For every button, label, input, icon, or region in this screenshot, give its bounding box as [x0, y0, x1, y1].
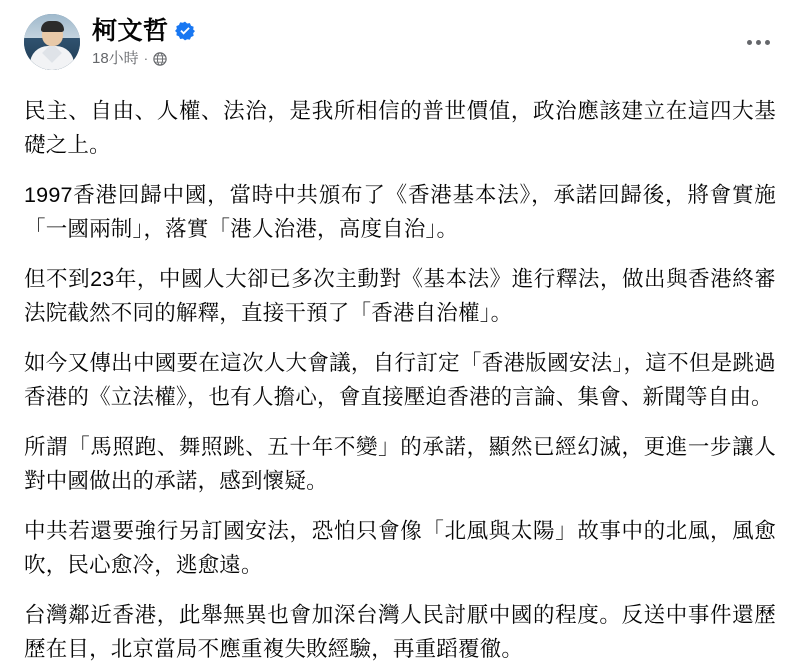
- post-paragraph: 但不到23年，中國人大卻已多次主動對《基本法》進行釋法，做出與香港終審法院截然不同的解釋，直接干預了「香港自治權」。: [24, 267, 776, 325]
- post-paragraph: 所謂「馬照跑、舞照跳、五十年不變」的承諾，顯然已經幻滅，更進一步讓人對中國做出的承諾，感到懷疑。: [24, 435, 776, 493]
- avatar[interactable]: [24, 14, 80, 70]
- post-header: [24, 14, 776, 78]
- post-timestamp[interactable]: 18小時: [92, 50, 139, 67]
- more-dot: [765, 40, 770, 45]
- globe-icon[interactable]: [153, 52, 167, 66]
- author-name[interactable]: 柯文哲: [92, 17, 169, 45]
- more-dot: [747, 40, 752, 45]
- post-meta: [92, 50, 195, 68]
- post-paragraph: 1997香港回歸中國，當時中共頒布了《香港基本法》，承諾回歸後，將會實施「一國兩制」，落實「港人治港，高度自治」。: [24, 183, 776, 241]
- author-row: [92, 16, 195, 46]
- meta-separator: ·: [143, 51, 149, 66]
- avatar-hair: [41, 21, 64, 32]
- more-options-button[interactable]: [740, 24, 776, 60]
- post-paragraph: 中共若還要強行另訂國安法，恐怕只會像「北風與太陽」故事中的北風，風愈吹，民心愈冷，逃愈遠。: [24, 519, 776, 577]
- post-body: [24, 78, 776, 666]
- post-paragraph: 民主、自由、人權、法治，是我所相信的普世價值，政治應該建立在這四大基礎之上。: [24, 99, 776, 157]
- post-paragraph: 台灣鄰近香港，此舉無異也會加深台灣人民討厭中國的程度。反送中事件還歷歷在目，北京當局不應重複失敗經驗，再重蹈覆徹。: [24, 603, 776, 661]
- verified-badge-icon: [175, 21, 195, 41]
- post-paragraph: 如今又傳出中國要在這次人大會議，自行訂定「香港版國安法」，這不但是跳過香港的《立法權》，也有人擔心，會直接壓迫香港的言論、集會、新聞等自由。: [24, 351, 776, 409]
- more-dot: [756, 40, 761, 45]
- post-header-text: [92, 14, 195, 68]
